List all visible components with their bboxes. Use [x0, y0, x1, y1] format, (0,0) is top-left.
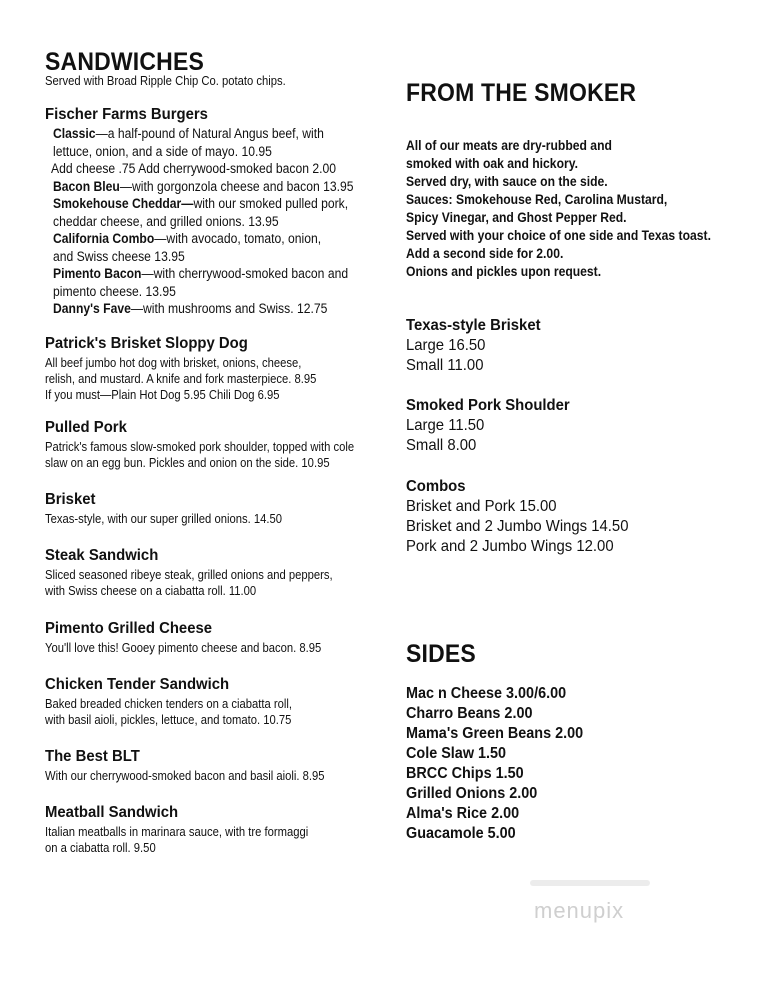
item-description	[45, 768, 356, 784]
item-description	[45, 511, 308, 527]
smoker-intro-line: smoked with oak and hickory.	[406, 156, 578, 171]
item-line: All beef jumbo hot dog with brisket, onions, cheese,	[45, 356, 302, 370]
item-title: Steak Sandwich	[45, 547, 159, 564]
price-line: Large 11.50	[406, 417, 485, 434]
side-item: Guacamole 5.00	[406, 825, 516, 842]
item-line: with basil aioli, pickles, lettuce, and tomato. 10.75	[45, 713, 292, 727]
item-line: relish, and mustard. A knife and fork masterpiece. 8.95	[45, 372, 317, 386]
side-item: Cole Slaw 1.50	[406, 745, 507, 762]
item-description	[45, 696, 319, 728]
burger-addons: Add cheese .75 Add cherrywood-smoked bacon 2.00	[51, 161, 337, 176]
item-line: Texas-style, with our super grilled onions. 14.50	[45, 512, 283, 526]
burger-line: and Swiss cheese 13.95	[53, 248, 185, 264]
item-title: Patrick's Brisket Sloppy Dog	[45, 335, 248, 352]
price-line: Large 16.50	[406, 337, 486, 354]
smoker-intro-line: All of our meats are dry-rubbed and	[406, 138, 612, 153]
burger-line: lettuce, onion, and a side of mayo. 10.95	[53, 143, 272, 159]
smoker-intro-line: Onions and pickles upon request.	[406, 264, 602, 279]
smoker-group-title: Combos	[406, 478, 466, 495]
price-line: Small 11.00	[406, 357, 484, 374]
smoker-intro	[406, 137, 745, 281]
item-line: With our cherrywood-smoked bacon and basil aioli. 8.95	[45, 769, 325, 783]
sides-heading: SIDES	[406, 640, 476, 668]
item-line: on a ciabatta roll. 9.50	[45, 841, 156, 855]
item-line: You'll love this! Gooey pimento cheese and bacon. 8.95	[45, 641, 322, 655]
side-item: Mac n Cheese 3.00/6.00	[406, 685, 567, 702]
item-line: Patrick's famous slow-smoked pork shoulder, topped with cole	[45, 440, 355, 454]
side-item: Grilled Onions 2.00	[406, 785, 538, 802]
burgers-heading: Fischer Farms Burgers	[45, 106, 208, 123]
item-line: slaw on an egg bun. Pickles and onion on the side. 10.95	[45, 456, 330, 470]
item-line: with Swiss cheese on a ciabatta roll. 11.00	[45, 584, 257, 598]
burger-line: Bacon Bleu—with gorgonzola cheese and bacon 13.95	[53, 178, 354, 194]
sandwiches-heading: SANDWICHES	[45, 48, 205, 76]
item-title: Meatball Sandwich	[45, 804, 179, 821]
smoker-group-prices	[406, 336, 491, 376]
item-line: Sliced seasoned ribeye steak, grilled onions and peppers,	[45, 568, 333, 582]
item-description	[45, 355, 347, 403]
burger-list	[53, 125, 387, 318]
smoker-group-prices	[406, 497, 645, 557]
price-line: Small 8.00	[406, 437, 477, 454]
burger-line: Danny's Fave—with mushrooms and Swiss. 12.75	[53, 301, 328, 316]
smoker-group-title: Texas-style Brisket	[406, 317, 541, 334]
watermark-bar	[530, 880, 650, 886]
burger-line: pimento cheese. 13.95	[53, 283, 176, 299]
burger-line: Smokehouse Cheddar—with our smoked pulled pork,	[53, 196, 349, 211]
item-description	[45, 439, 389, 471]
side-item: Charro Beans 2.00	[406, 705, 533, 722]
smoker-intro-line: Served with your choice of one side and Texas toast.	[406, 228, 711, 243]
item-title: Chicken Tender Sandwich	[45, 676, 230, 693]
sandwiches-subtitle: Served with Broad Ripple Chip Co. potato chips.	[45, 74, 286, 88]
side-item: Mama's Green Beans 2.00	[406, 725, 584, 742]
item-description	[45, 640, 352, 656]
price-line: Brisket and 2 Jumbo Wings 14.50	[406, 518, 629, 535]
item-description	[45, 824, 338, 856]
watermark-logo: menupix	[534, 898, 625, 923]
smoker-intro-line: Spicy Vinegar, and Ghost Pepper Red.	[406, 210, 627, 225]
item-line: Italian meatballs in marinara sauce, with tre formaggi	[45, 825, 309, 839]
smoker-intro-line: Add a second side for 2.00.	[406, 246, 564, 261]
price-line: Brisket and Pork 15.00	[406, 498, 557, 515]
smoker-heading: FROM THE SMOKER	[406, 79, 637, 107]
item-title: The Best BLT	[45, 748, 140, 765]
smoker-group-prices	[406, 416, 490, 456]
burger-line: California Combo—with avocado, tomato, onion,	[53, 231, 322, 246]
sides-list	[406, 684, 603, 844]
burger-line: Classic—a half-pound of Natural Angus beef, with	[53, 126, 324, 141]
side-item: Alma's Rice 2.00	[406, 805, 520, 822]
price-line: Pork and 2 Jumbo Wings 12.00	[406, 538, 614, 555]
side-item: BRCC Chips 1.50	[406, 765, 524, 782]
smoker-intro-line: Served dry, with sauce on the side.	[406, 174, 608, 189]
burger-line: cheddar cheese, and grilled onions. 13.95	[53, 213, 279, 229]
item-line: Baked breaded chicken tenders on a ciabatta roll,	[45, 697, 293, 711]
smoker-group-title: Smoked Pork Shoulder	[406, 397, 570, 414]
item-title: Pulled Pork	[45, 419, 127, 436]
item-title: Brisket	[45, 491, 96, 508]
item-title: Pimento Grilled Cheese	[45, 620, 213, 637]
smoker-intro-line: Sauces: Smokehouse Red, Carolina Mustard,	[406, 192, 668, 207]
item-description	[45, 567, 365, 599]
burger-line: Pimento Bacon—with cherrywood-smoked bacon and	[53, 266, 349, 281]
item-line: If you must—Plain Hot Dog 5.95 Chili Dog 6.95	[45, 388, 280, 402]
